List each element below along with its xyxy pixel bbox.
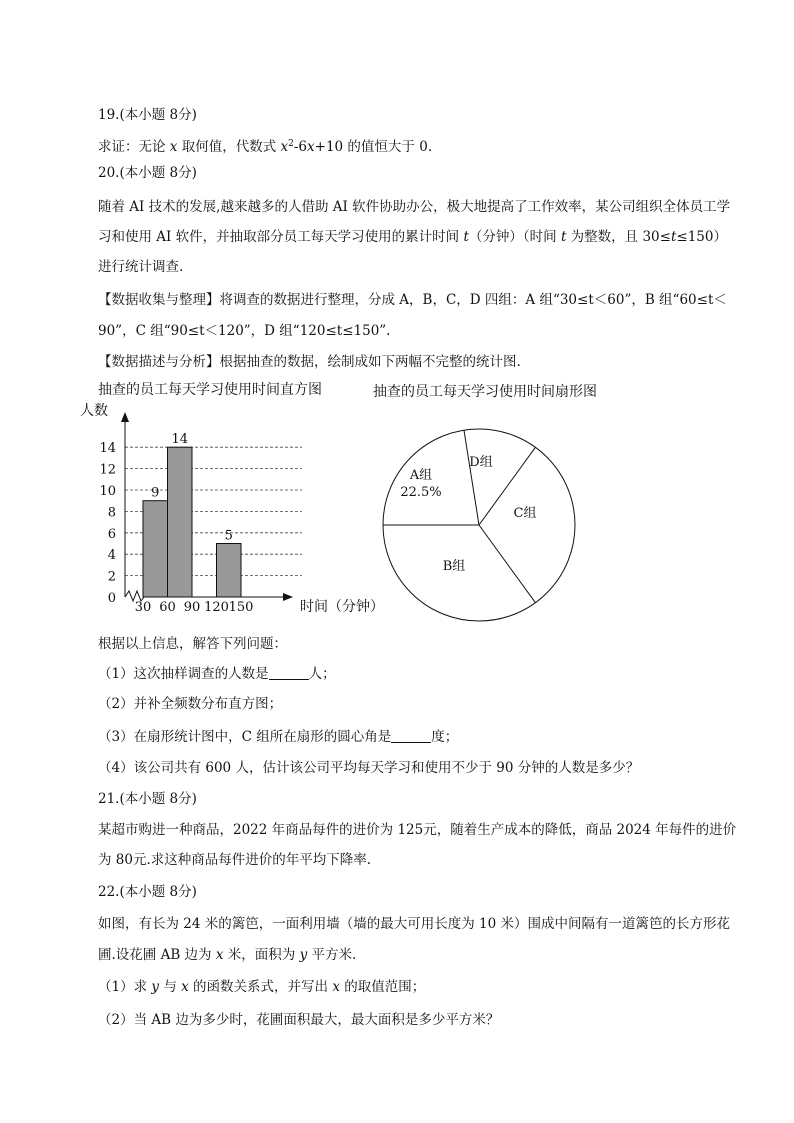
bar-value-label: 9 — [151, 485, 160, 501]
q20-after-text: 根据以上信息，解答下列问题： — [98, 636, 287, 652]
q20-sub4: （4）该公司共有 600 人，估计该公司平均每天学习和使用不少于 90 分钟的人数是多少？ — [98, 760, 640, 776]
q22-heading: 22.(本小题 8分) — [98, 884, 197, 900]
x-tick-label: 90 — [183, 600, 201, 615]
bar-value-label: 14 — [171, 432, 189, 448]
chart-title: 抽查的员工每天学习使用时间直方图 — [98, 382, 322, 398]
y-tick-label: 6 — [107, 526, 116, 542]
q20-intro-line1: 随着 AI 技术的发展,越来越多的人借助 AI 软件协助办公，极大地提高了工作效率，某公司组织全体员工学 — [98, 199, 731, 215]
histogram-bar — [168, 447, 193, 597]
histogram-chart — [80, 376, 400, 616]
y-tick-label: 14 — [99, 441, 116, 457]
q21-heading: 21.(本小题 8分) — [98, 791, 197, 807]
pie-slice-label: C组 — [513, 506, 537, 521]
y-tick-label: 2 — [107, 569, 116, 585]
x-tick-label: 30 — [134, 600, 152, 615]
bar-value-label: 5 — [224, 528, 233, 544]
q20-collect-line2: 90”，C 组“90≤t＜120”，D 组“120≤t≤150”. — [98, 323, 391, 339]
q22-sub2: （2）当 AB 边为多少时，花圃面积最大，最大面积是多少平方米？ — [98, 1012, 500, 1028]
q19-statement: 求证：无论 x 取何值，代数式 $x^2-6x+10$ 的值恒大于 0. — [98, 139, 433, 155]
y-tick-label: 4 — [107, 548, 116, 564]
q20-sub1: （1）这次抽样调查的人数是 人； — [98, 666, 336, 682]
x-axis-label: 时间（分钟） — [300, 599, 384, 615]
q20-intro-line3: 进行统计调查. — [98, 259, 184, 275]
y-axis-arrow — [121, 412, 129, 422]
q21-line1: 某超市购进一种商品，2022 年商品每件的进价为 125元，随着生产成本的降低，商品 2024 年每件的进价 — [98, 822, 737, 838]
y-tick-label: 0 — [107, 591, 116, 606]
x-tick-label: 60 — [159, 600, 176, 615]
pie-slice-label: D组 — [469, 455, 493, 470]
q19-heading: 19.(本小题 8分) — [98, 107, 197, 123]
q21-line2: 为 80元.求这种商品每件进价的年平均下降率. — [98, 852, 372, 868]
y-tick-label: 12 — [99, 462, 116, 478]
x-tick-label: 150 — [228, 600, 254, 615]
q22-line1: 如图，有长为 24 米的篱笆，一面利用墙（墙的最大可用长度为 10 米）围成中间隔有一道篱笆的长方形花 — [98, 916, 731, 932]
q22-line2: 圃.设花圃 AB 边为 x 米，面积为 y 平方米. — [98, 947, 357, 963]
q20-heading: 20.(本小题 8分) — [98, 165, 197, 181]
pie-chart — [366, 376, 636, 626]
x-tick-label: 120 — [204, 600, 229, 615]
histogram-bar — [143, 501, 168, 597]
q20-intro-line2: 习和使用 AI 软件，并抽取部分员工每天学习使用的累计时间 t（分钟）（时间 t 为整数，且 30≤t≤150） — [98, 229, 727, 245]
answer-blank[interactable] — [391, 730, 431, 743]
q22-sub1: （1）求 y 与 x 的函数关系式，并写出 x 的取值范围； — [98, 979, 426, 995]
pie-slice-percent: 22.5% — [400, 485, 442, 500]
chart-title: 抽查的员工每天学习使用时间扇形图 — [373, 384, 597, 400]
answer-blank[interactable] — [269, 667, 309, 680]
pie-slice-label: B组 — [442, 559, 466, 574]
x-axis-arrow — [283, 593, 293, 601]
y-tick-label: 10 — [99, 484, 116, 499]
y-tick-label: 8 — [107, 505, 116, 521]
q20-collect-line1: 【数据收集与整理】将调查的数据进行整理，分成 A，B，C，D 四组：A 组“30≤t＜60”，B 组“60≤t＜ — [98, 292, 727, 308]
q20-sub2: （2）并补全频数分布直方图； — [98, 696, 283, 712]
y-axis-label: 人数 — [80, 403, 108, 419]
histogram-bar — [217, 544, 242, 598]
q20-describe: 【数据描述与分析】根据抽查的数据，绘制成如下两幅不完整的统计图. — [98, 354, 521, 370]
q20-sub3: （3）在扇形统计图中，C 组所在扇形的圆心角是 度； — [98, 729, 459, 745]
pie-slice-label: A组 — [409, 468, 433, 483]
